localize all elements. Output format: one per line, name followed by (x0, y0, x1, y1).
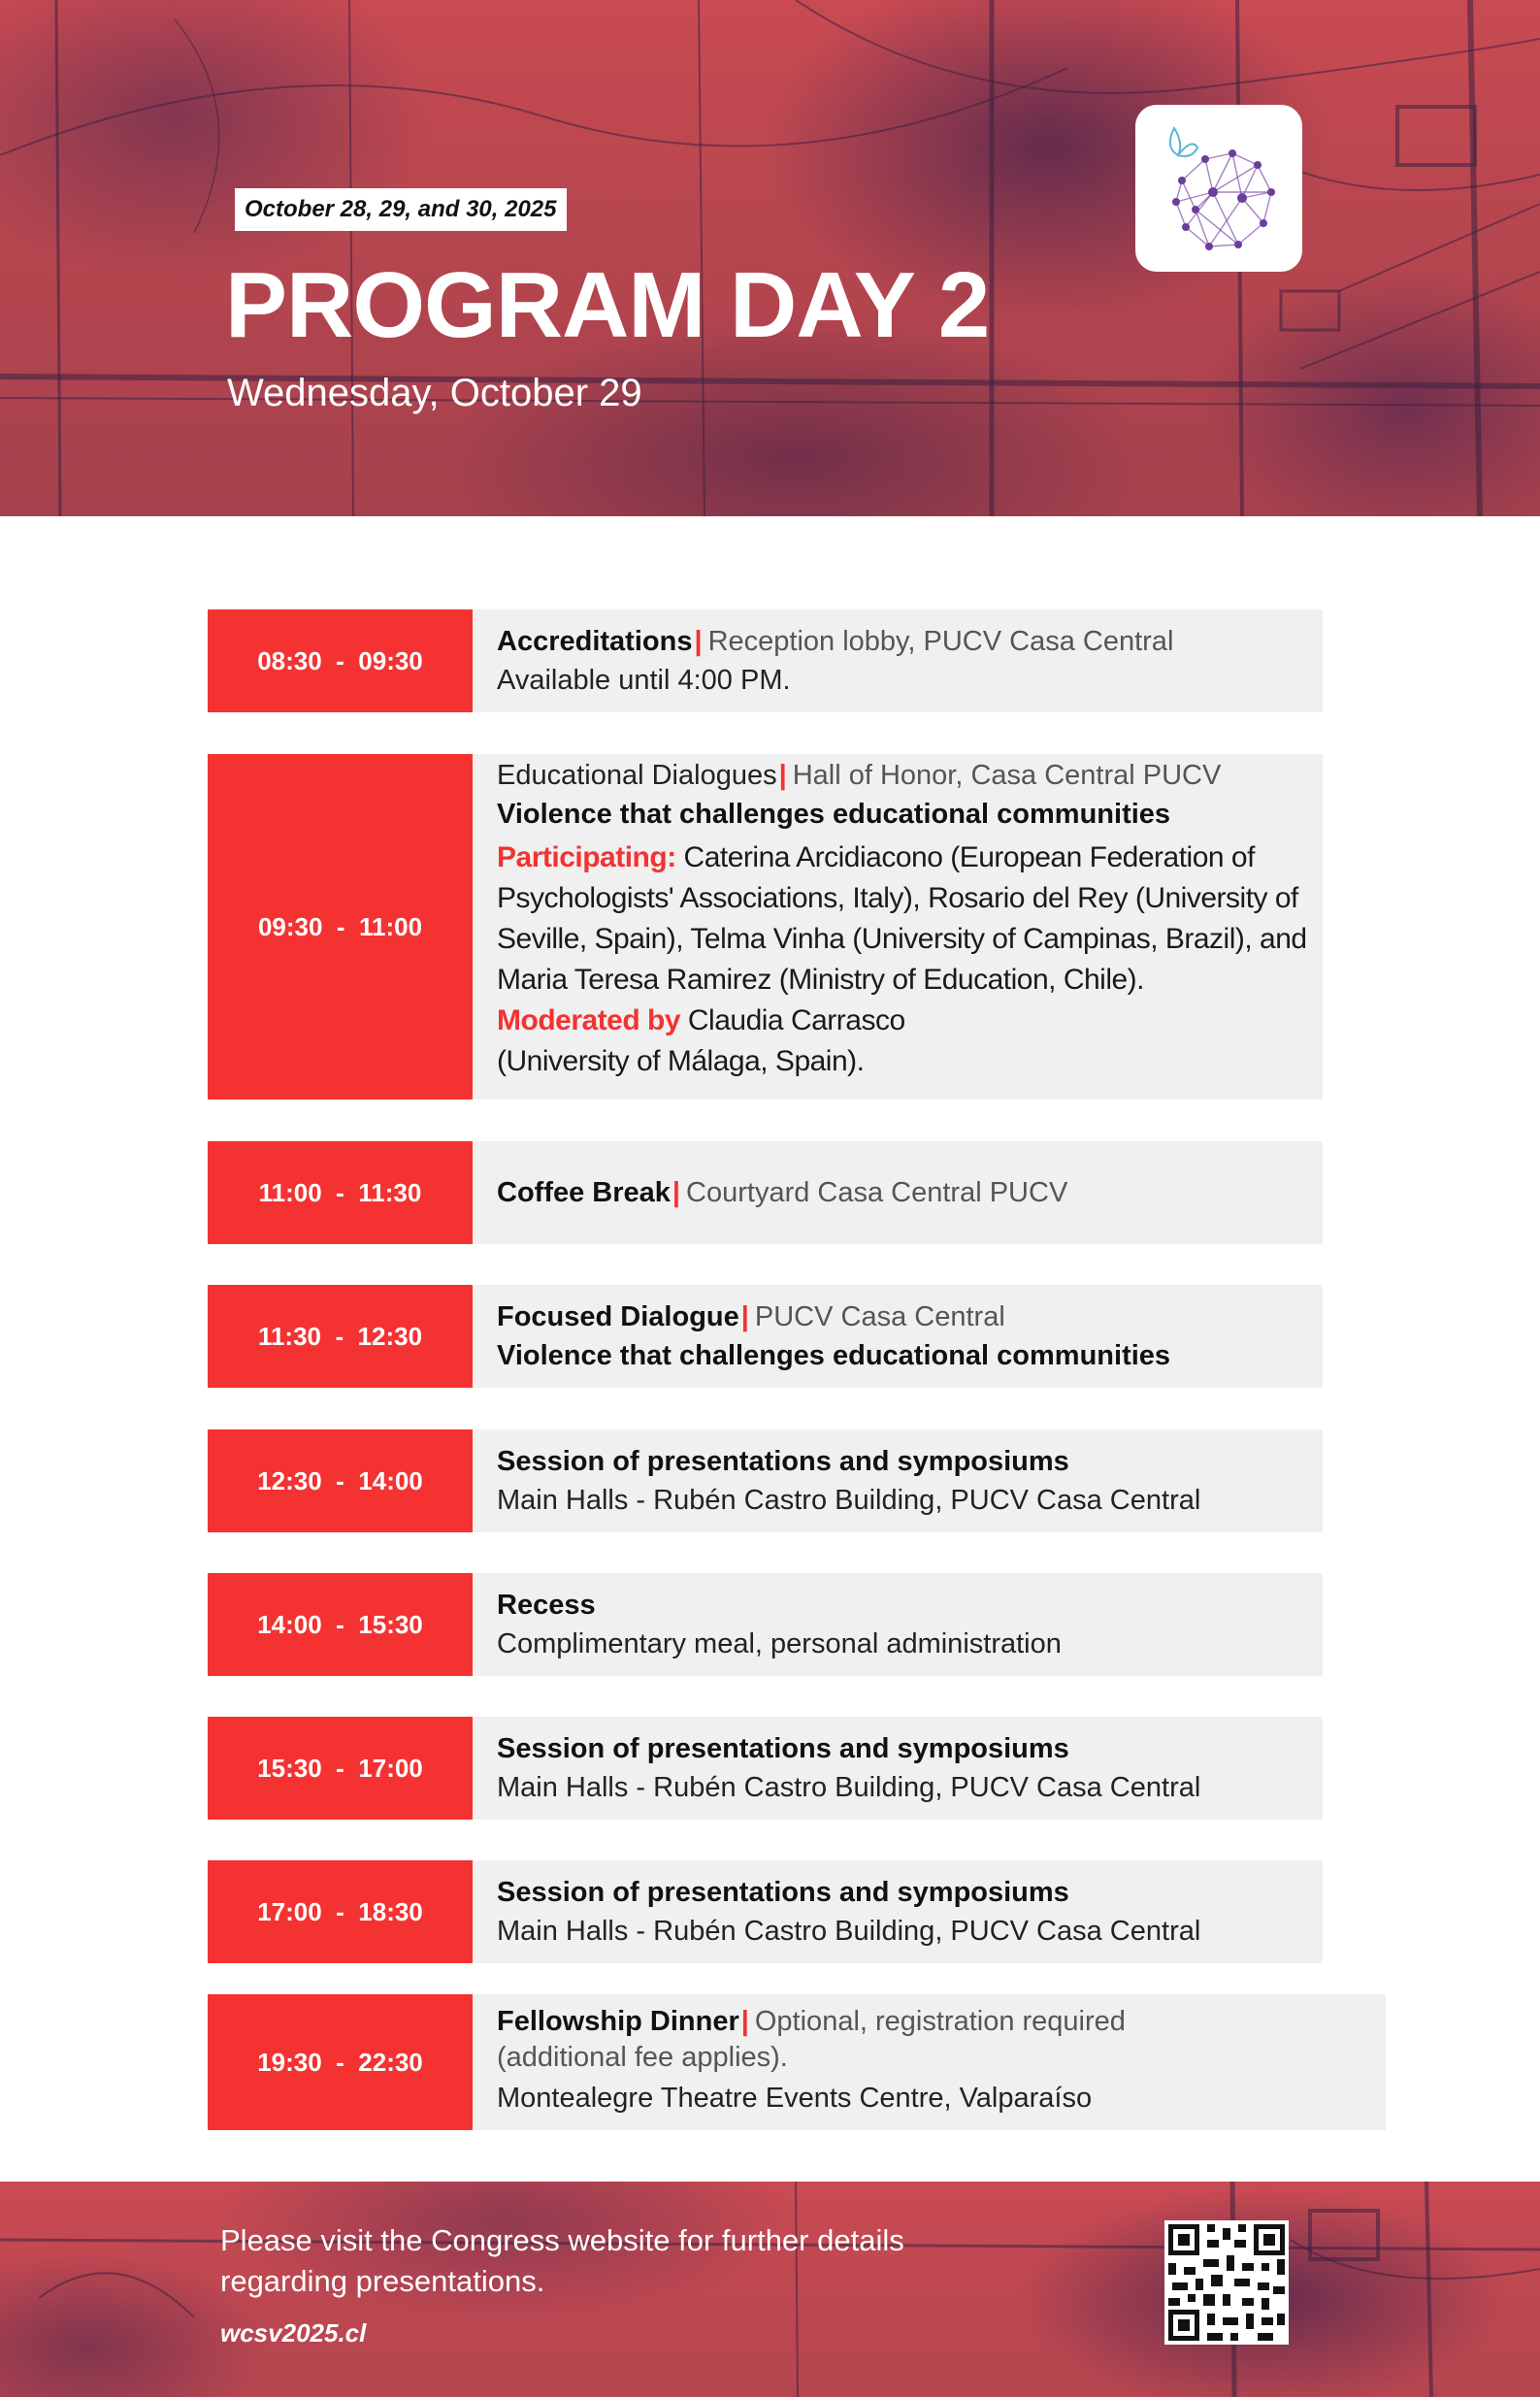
event-title: Recess (497, 1590, 596, 1621)
time-slot: 11:00 - 11:30 (208, 1141, 473, 1244)
event-title: Accreditations (497, 626, 693, 657)
participating-label: Participating: (497, 841, 676, 873)
event-subtitle: Violence that challenges educational communities (497, 799, 1171, 830)
event-note: Main Halls - Rubén Castro Building, PUCV Casa Central (497, 1772, 1201, 1803)
event-title: Session of presentations and symposiums (497, 1877, 1069, 1908)
event-note: Available until 4:00 PM. (497, 665, 791, 696)
footer-banner (0, 2182, 1540, 2397)
event-note: Main Halls - Rubén Castro Building, PUCV Casa Central (497, 1485, 1201, 1516)
event-title: Coffee Break (497, 1177, 671, 1208)
event-title: Educational Dialogues (497, 760, 777, 791)
time-slot: 09:30 - 11:00 (208, 754, 473, 1100)
date-tag: October 28, 29, and 30, 2025 (235, 188, 567, 231)
time-slot: 08:30 - 09:30 (208, 609, 473, 712)
time-slot: 14:00 - 15:30 (208, 1573, 473, 1676)
separator-bar: | (694, 626, 703, 657)
event-details (473, 1717, 1323, 1820)
event-venue: Hall of Honor, Casa Central PUCV (792, 760, 1222, 791)
event-title: Focused Dialogue (497, 1301, 739, 1332)
event-title: Fellowship Dinner (497, 2006, 739, 2037)
moderator-name: Claudia Carrasco (687, 1004, 905, 1036)
event-details (473, 1860, 1323, 1963)
event-subtitle: Violence that challenges educational communities (497, 1340, 1171, 1371)
participants-paragraph (497, 837, 1323, 1082)
event-venue-continued: (additional fee applies). (497, 2042, 788, 2073)
event-title: Session of presentations and symposiums (497, 1733, 1069, 1764)
event-details (473, 1285, 1323, 1388)
event-venue: Courtyard Casa Central PUCV (686, 1177, 1068, 1208)
participants-list: Caterina Arcidiacono (European Federation of Psychologists' Associations, Italy), Rosario del Rey (University of Seville, Spain), Telma Vinha (University of Campinas, Brazil), and Maria Teresa Ramirez (Ministry of Education, Chile). (497, 841, 1307, 996)
page-subtitle: Wednesday, October 29 (227, 372, 642, 414)
event-details (473, 1573, 1323, 1676)
event-details (473, 609, 1323, 712)
event-venue: PUCV Casa Central (754, 1301, 1005, 1332)
moderated-by-label: Moderated by (497, 1004, 681, 1036)
moderator-affiliation: (University of Málaga, Spain). (497, 1045, 865, 1077)
separator-bar: | (778, 760, 787, 791)
time-slot: 19:30 - 22:30 (208, 1994, 473, 2130)
event-details (473, 1994, 1386, 2130)
event-details (473, 1429, 1323, 1532)
network-sphere-butterfly-logo-icon (1135, 105, 1302, 272)
website-link[interactable]: wcsv2025.cl (220, 2318, 367, 2348)
event-note: Complimentary meal, personal administration (497, 1628, 1062, 1659)
page-title: PROGRAM DAY 2 (225, 253, 990, 357)
separator-bar: | (672, 1177, 681, 1208)
time-slot: 12:30 - 14:00 (208, 1429, 473, 1532)
qr-code-icon (1164, 2220, 1289, 2345)
footer-message: Please visit the Congress website for further details regarding presentations. (220, 2223, 904, 2298)
time-slot: 17:00 - 18:30 (208, 1860, 473, 1963)
event-details (473, 754, 1323, 1100)
event-venue: Optional, registration required (754, 2006, 1126, 2037)
qr-code-container[interactable] (1164, 2220, 1289, 2345)
separator-bar: | (740, 2006, 749, 2037)
event-note: Main Halls - Rubén Castro Building, PUCV Casa Central (497, 1916, 1201, 1947)
event-title: Session of presentations and symposiums (497, 1446, 1069, 1477)
event-venue: Reception lobby, PUCV Casa Central (707, 626, 1174, 657)
event-note: Montealegre Theatre Events Centre, Valparaíso (497, 2083, 1093, 2114)
event-details (473, 1141, 1323, 1244)
header-banner (0, 0, 1540, 516)
time-slot: 11:30 - 12:30 (208, 1285, 473, 1388)
separator-bar: | (740, 1301, 749, 1332)
time-slot: 15:30 - 17:00 (208, 1717, 473, 1820)
logo-container (1135, 105, 1302, 272)
